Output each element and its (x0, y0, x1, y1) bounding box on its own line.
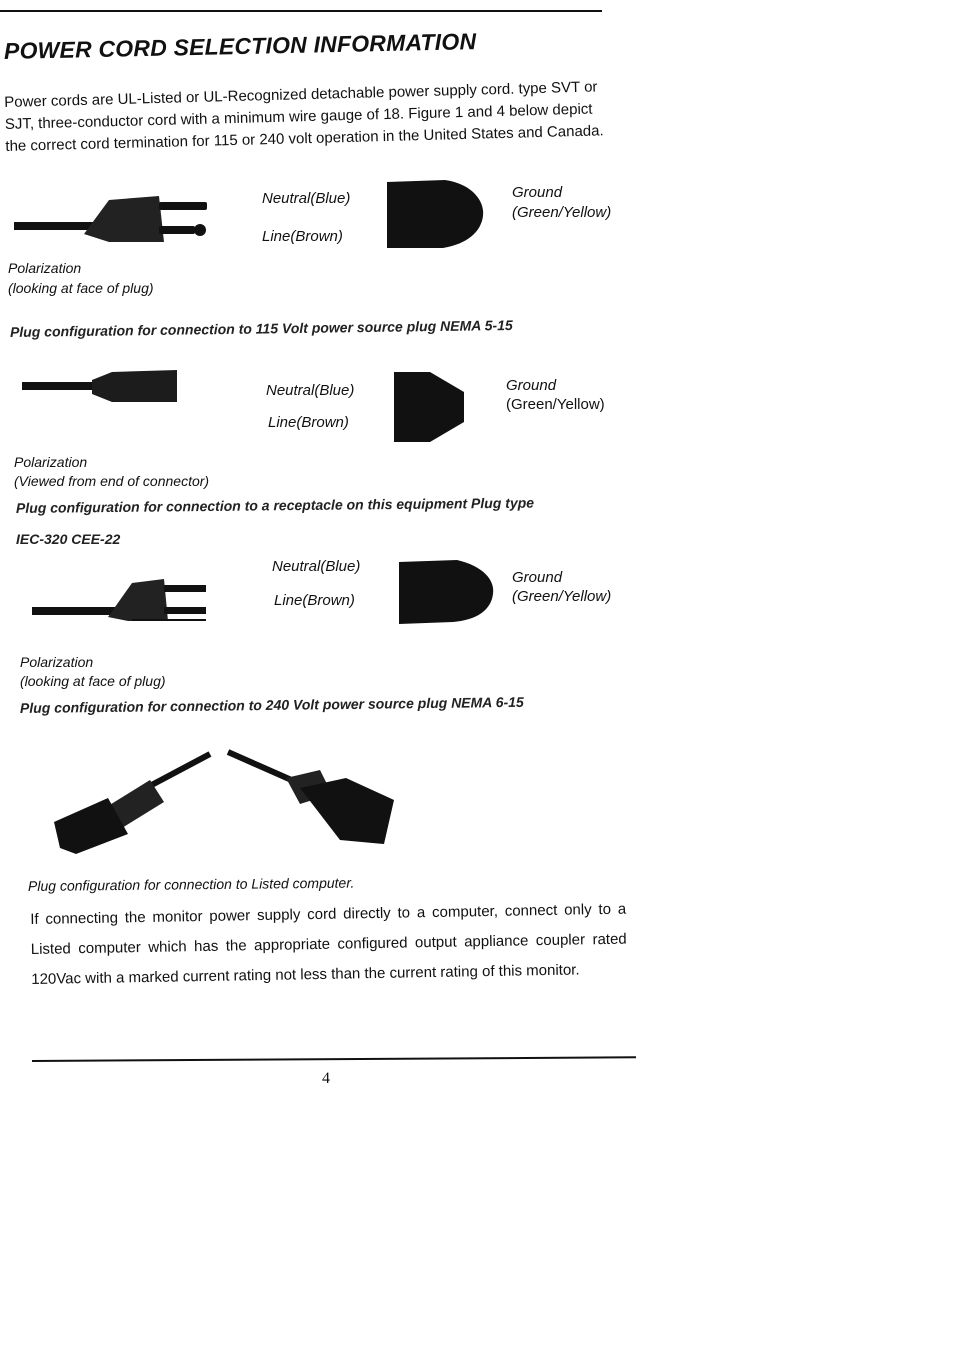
nema-5-15-plug-image (14, 190, 214, 250)
s1-polarization-note: (looking at face of plug) (8, 280, 154, 296)
page-title: POWER CORD SELECTION INFORMATION (3, 28, 477, 64)
iec-320-connector-face-image (390, 370, 470, 444)
s3-polarization-label: Polarization (20, 654, 94, 670)
s2-neutral-label: Neutral(Blue) (266, 382, 355, 399)
top-rule (0, 10, 602, 12)
page-number: 4 (322, 1070, 330, 1087)
s2-polarization-note: (Viewed from end of connector) (14, 473, 210, 489)
s2-polarization-label: Polarization (14, 454, 88, 470)
s3-neutral-label: Neutral(Blue) (272, 558, 361, 575)
s3-ground-label: Ground (512, 569, 563, 586)
computer-cord-connectors-image (50, 748, 400, 858)
intro-paragraph: Power cords are UL-Listed or UL-Recognized detachable power supply cord. type SVT or SJT, three-conductor cord with a minimum wire gauge of 18. Figure 1 and 4 below depict the correct cord termination for 115 or 240 volt operation in the United States and Canada. (4, 78, 604, 155)
s4-caption: Plug configuration for connection to Listed computer. (27, 874, 355, 894)
s1-polarization-label: Polarization (8, 260, 82, 276)
s3-caption: Plug configuration for connection to 240 Volt power source plug NEMA 6-15 (19, 693, 524, 716)
nema-6-15-plug-face-image (397, 558, 497, 626)
s1-ground-color-label: (Green/Yellow) (512, 204, 612, 221)
closing-paragraph: If connecting the monitor power supply cord directly to a computer, connect only to a Listed computer which has the appropriate configured output appliance coupler rated 120Vac with a marked current rating not less than the current rating of this monitor. (30, 900, 627, 988)
s1-line-label: Line(Brown) (262, 228, 343, 245)
s1-neutral-label: Neutral(Blue) (262, 190, 351, 207)
s2-ground-label: Ground (506, 377, 557, 394)
bottom-rule (32, 1056, 636, 1062)
nema-6-15-plug-image (32, 575, 212, 627)
iec-320-connector-image (22, 368, 182, 408)
s3-line-label: Line(Brown) (274, 592, 355, 609)
s2-line-label: Line(Brown) (268, 414, 349, 431)
s3-polarization-note: (looking at face of plug) (20, 673, 166, 689)
s2-caption-line2: IEC-320 CEE-22 (16, 531, 121, 547)
s1-ground-label: Ground (512, 184, 563, 201)
s2-ground-color-label: (Green/Yellow) (506, 396, 605, 413)
s3-ground-color-label: (Green/Yellow) (512, 588, 612, 605)
s1-caption: Plug configuration for connection to 115 Volt power source plug NEMA 5-15 (9, 316, 513, 340)
nema-5-15-plug-face-image (385, 178, 485, 250)
s2-caption-line1: Plug configuration for connection to a receptacle on this equipment Plug type (15, 494, 535, 516)
